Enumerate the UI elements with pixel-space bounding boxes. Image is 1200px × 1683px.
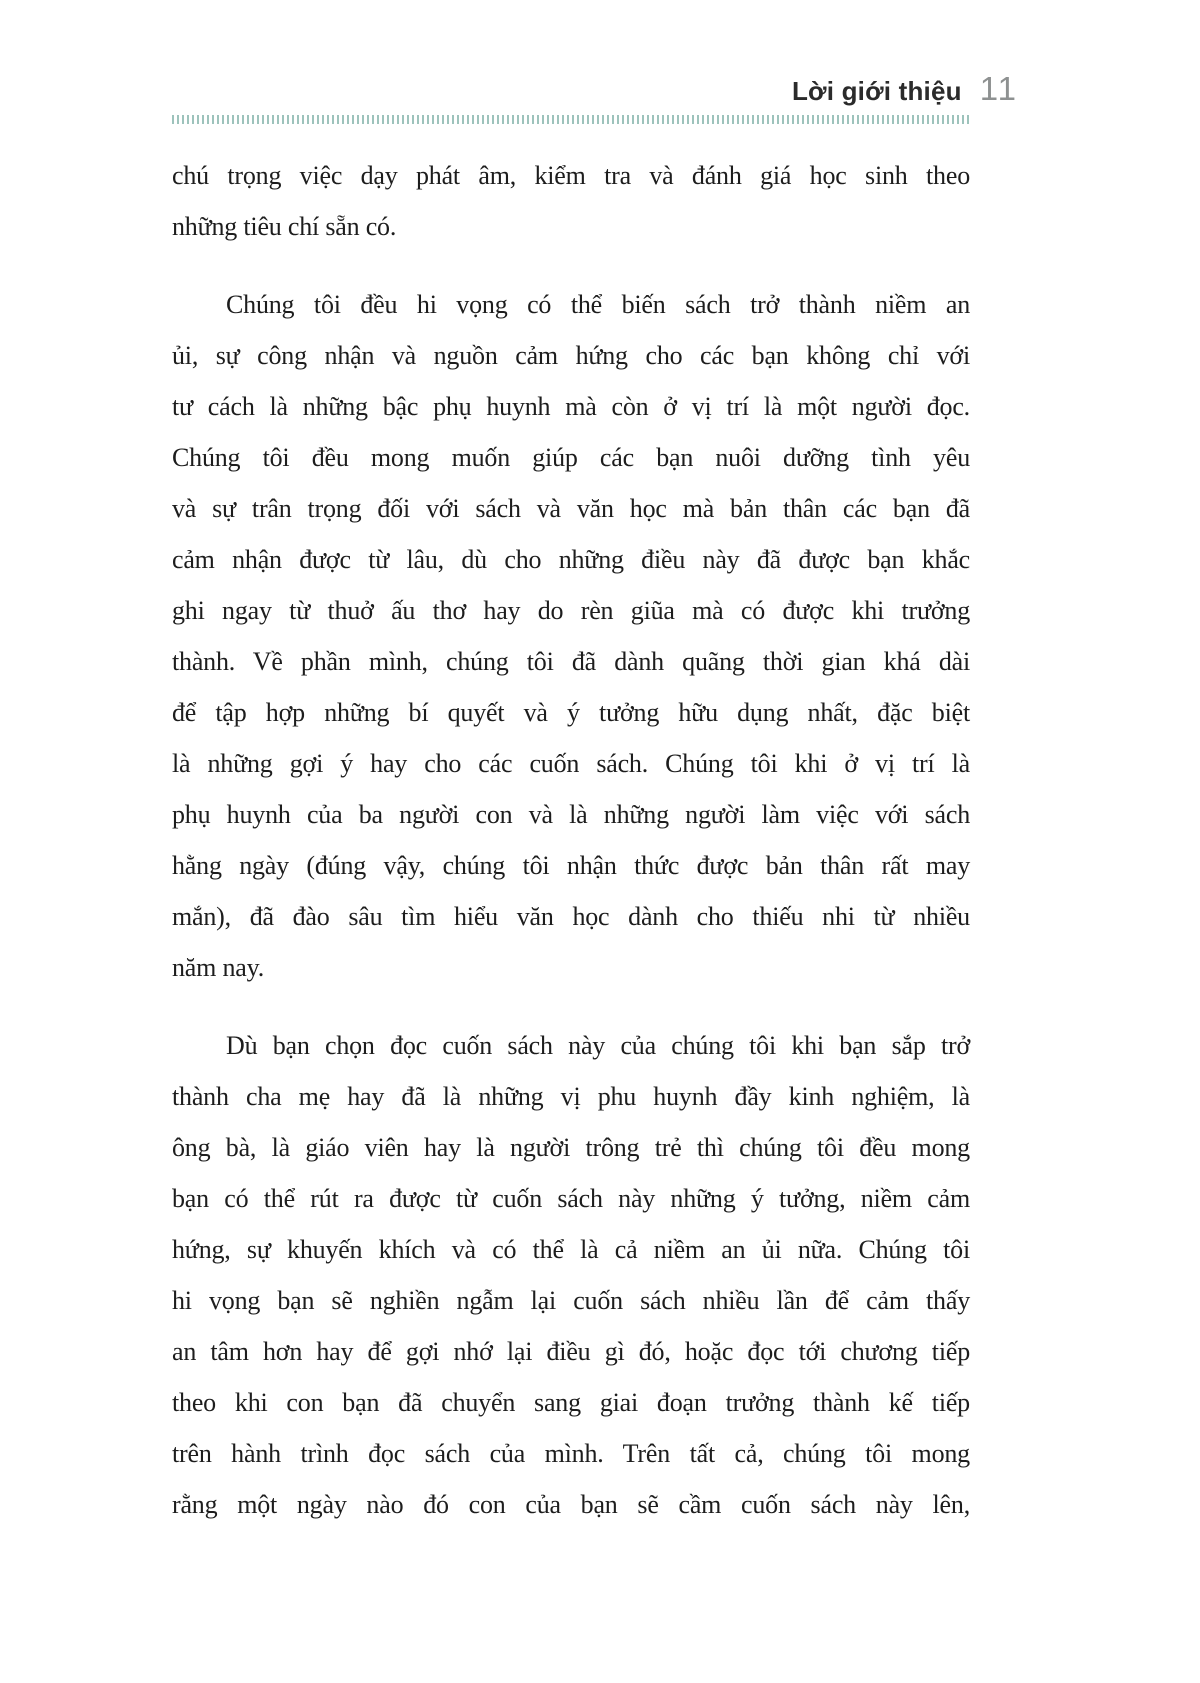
text-line: tư cách là những bậc phụ huynh mà còn ở vị trí là một người đọc. [172,392,970,421]
paragraph [172,279,970,993]
paragraph [172,150,970,252]
text-line: ủi, sự công nhận và nguồn cảm hứng cho các bạn không chỉ với [172,341,970,370]
text-line: hứng, sự khuyến khích và có thể là cả niềm an ủi nữa. Chúng tôi [172,1235,970,1264]
text-line: năm nay. [172,953,265,982]
text-line: hằng ngày (đúng vậy, chúng tôi nhận thức được bản thân rất may [172,851,970,880]
text-line: hi vọng bạn sẽ nghiền ngẫm lại cuốn sách nhiều lần để cảm thấy [172,1286,970,1315]
text-line: là những gợi ý hay cho các cuốn sách. Chúng tôi khi ở vị trí là [172,749,970,778]
text-line: ghi ngay từ thuở ấu thơ hay do rèn giũa mà có được khi trưởng [172,596,970,625]
text-line: trên hành trình đọc sách của mình. Trên tất cả, chúng tôi mong [172,1439,970,1468]
text-line: chú trọng việc dạy phát âm, kiểm tra và đánh giá học sinh theo [172,161,970,190]
page-header [172,72,1018,108]
dashed-rule-divider [172,115,970,124]
text-line: ông bà, là giáo viên hay là người trông trẻ thì chúng tôi đều mong [172,1133,970,1162]
text-line: an tâm hơn hay để gợi nhớ lại điều gì đó, hoặc đọc tới chương tiếp [172,1337,970,1366]
text-line: theo khi con bạn đã chuyển sang giai đoạn trưởng thành kế tiếp [172,1388,970,1417]
text-line: thành cha mẹ hay đã là những vị phu huynh đầy kinh nghiệm, là [172,1082,970,1111]
text-line: phụ huynh của ba người con và là những người làm việc với sách [172,800,970,829]
text-line: thành. Về phần mình, chúng tôi đã dành quãng thời gian khá dài [172,647,970,676]
text-line: mắn), đã đào sâu tìm hiểu văn học dành cho thiếu nhi từ nhiều [172,902,970,931]
text-line: cảm nhận được từ lâu, dù cho những điều này đã được bạn khắc [172,545,970,574]
section-title: Lời giới thiệu [791,76,962,106]
paragraph [172,1020,970,1530]
body-text [172,150,970,1530]
text-line: Chúng tôi đều mong muốn giúp các bạn nuôi dưỡng tình yêu [172,443,970,472]
text-line: để tập hợp những bí quyết và ý tưởng hữu dụng nhất, đặc biệt [172,698,970,727]
text-line: những tiêu chí sẵn có. [172,212,397,241]
text-line: Dù bạn chọn đọc cuốn sách này của chúng tôi khi bạn sắp trở [226,1031,970,1060]
page-number: 11 [979,70,1018,107]
text-line: bạn có thể rút ra được từ cuốn sách này những ý tưởng, niềm cảm [172,1184,970,1213]
text-line: và sự trân trọng đối với sách và văn học mà bản thân các bạn đã [172,494,970,523]
text-line: Chúng tôi đều hi vọng có thể biến sách trở thành niềm an [226,290,970,319]
text-line: rằng một ngày nào đó con của bạn sẽ cầm cuốn sách này lên, [172,1490,970,1519]
